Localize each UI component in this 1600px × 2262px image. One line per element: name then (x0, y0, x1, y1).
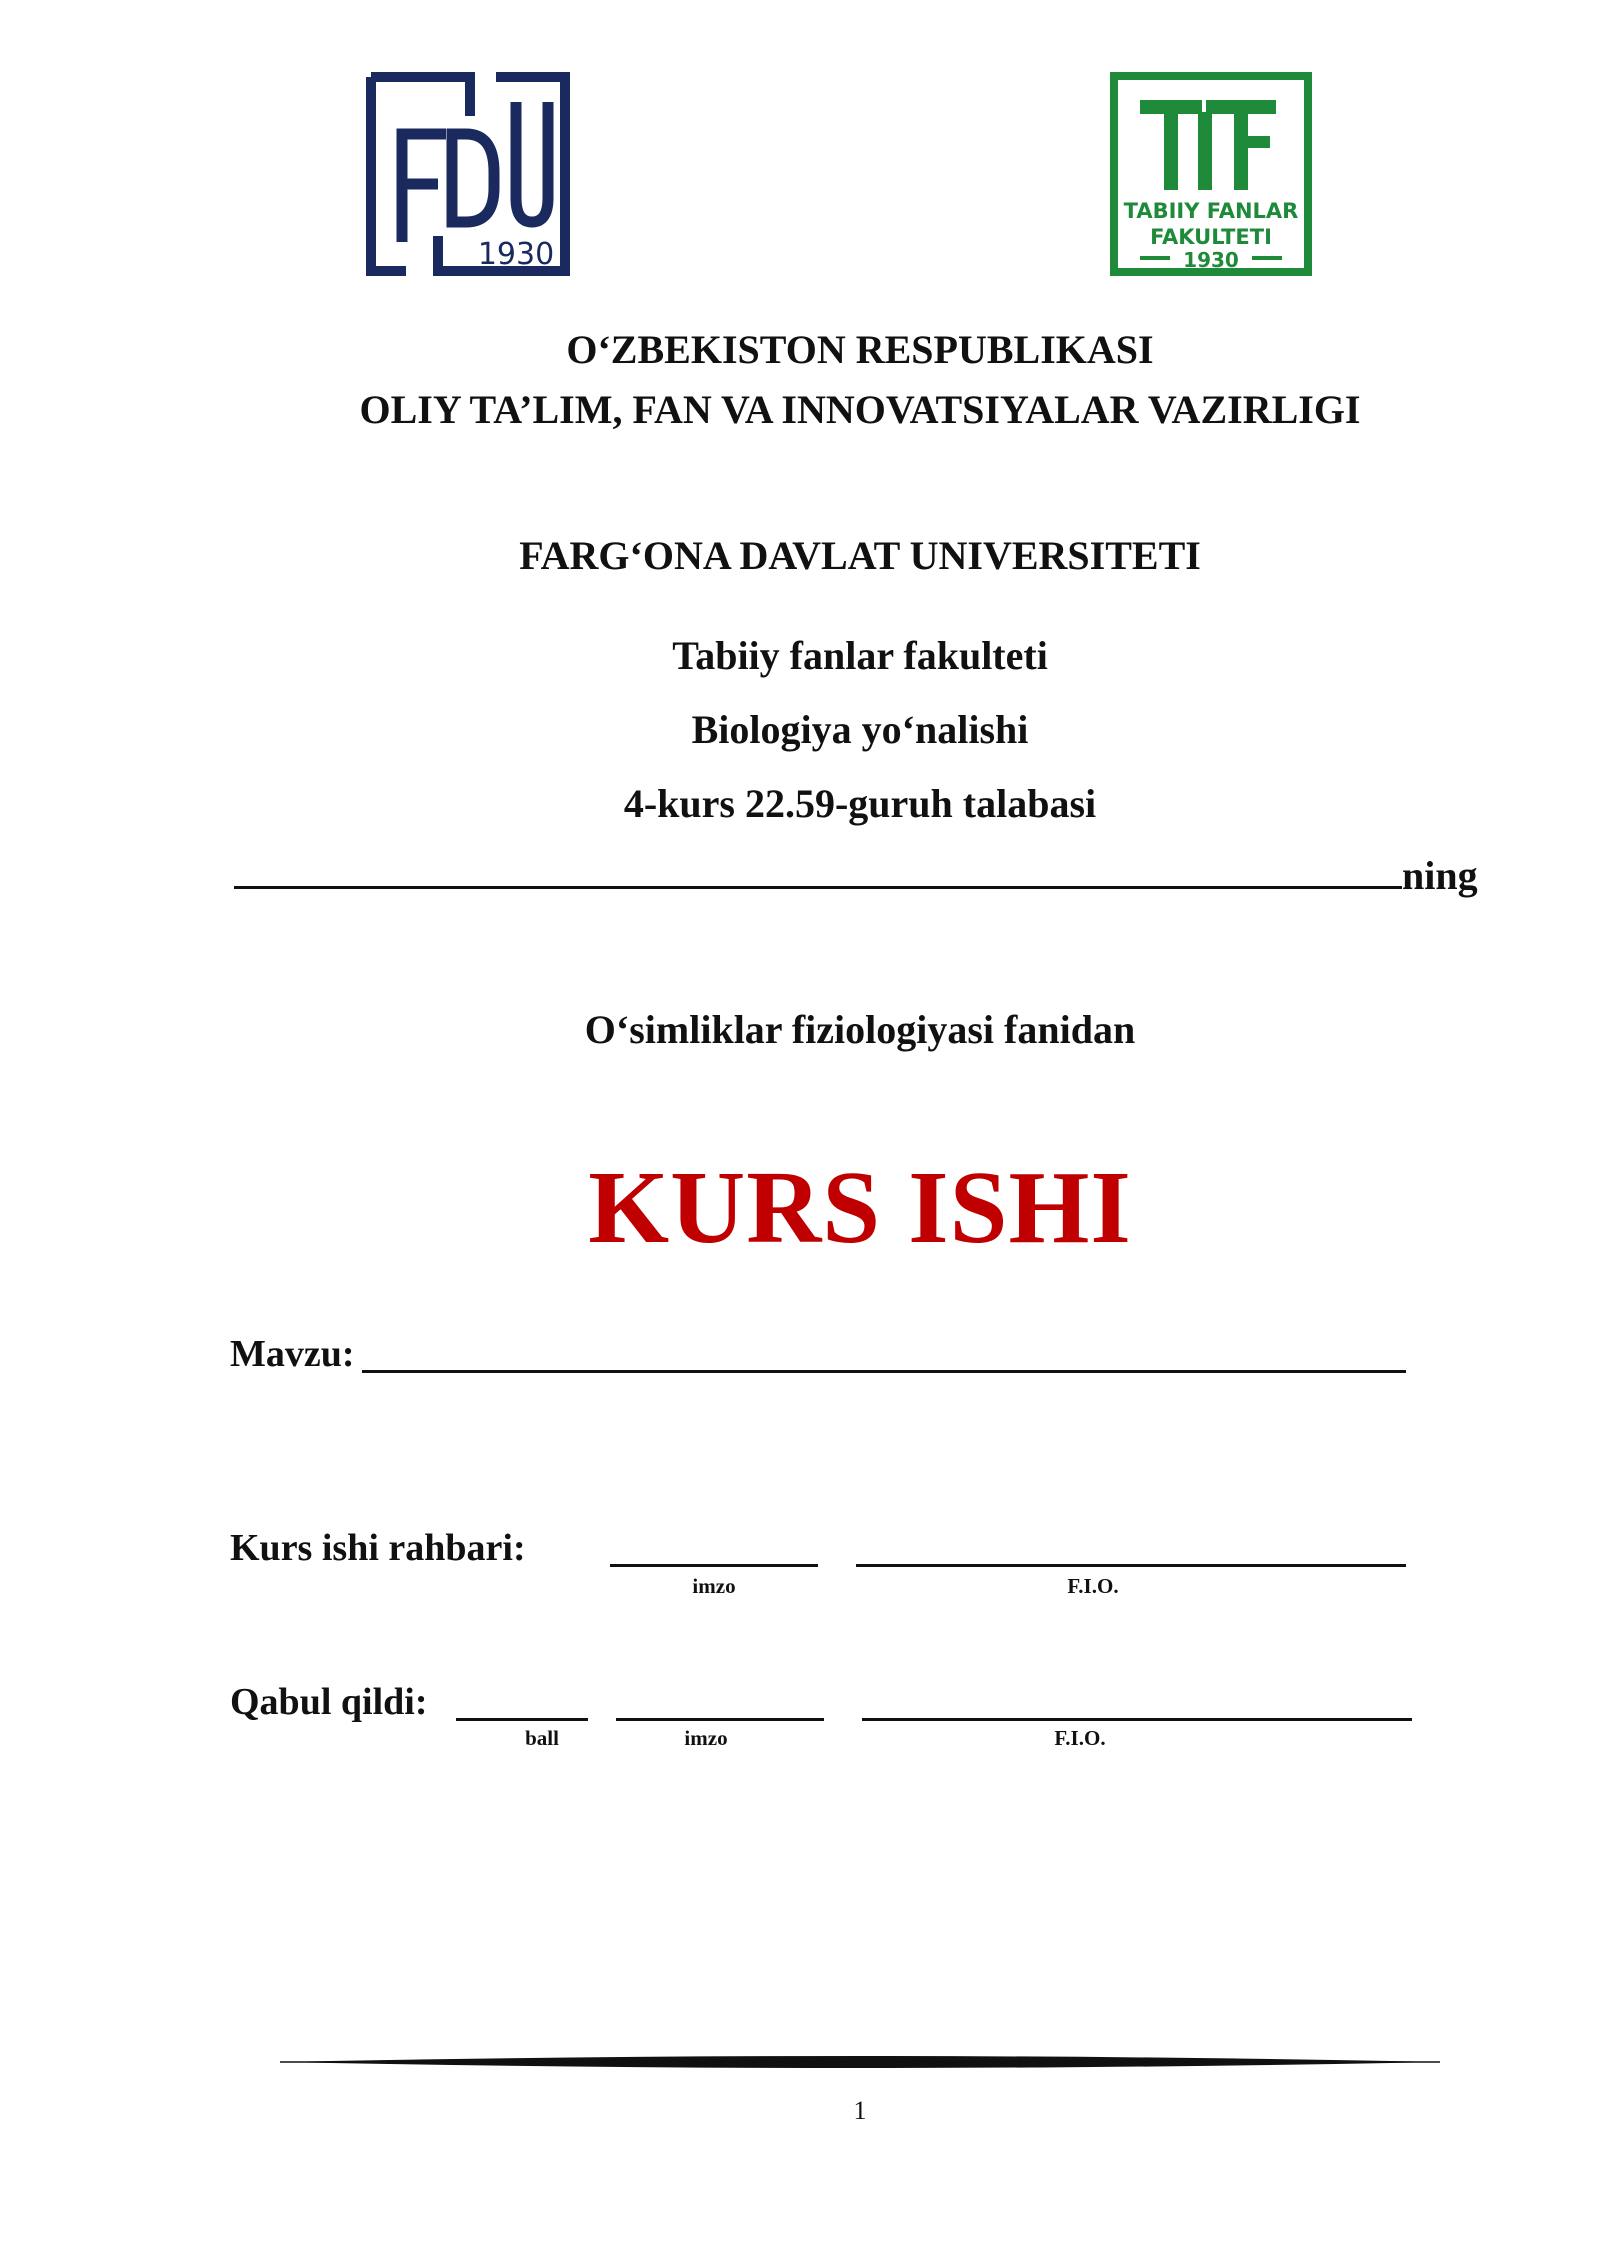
accepted-score-blank[interactable] (456, 1686, 588, 1721)
tff-logo-line1: TABIIY FANLAR (1123, 199, 1299, 223)
student-name-blank[interactable] (234, 852, 1402, 889)
student-name-line (234, 852, 1478, 899)
accepted-signature-caption: imzo (684, 1726, 728, 1750)
tff-logo (1110, 72, 1312, 276)
supervisor-name-blank[interactable] (856, 1532, 1406, 1567)
topic-label: Mavzu: (230, 1333, 355, 1375)
header-republic: O‘ZBEKISTON RESPUBLIKASI (566, 327, 1154, 372)
accepted-score-caption: ball (525, 1726, 559, 1750)
ning-suffix: ning (1402, 853, 1478, 898)
supervisor-signature-caption: imzo (692, 1574, 736, 1598)
tff-logo-line2: FAKULTETI (1150, 225, 1272, 249)
header-ministry: OLIY TA’LIM, FAN VA INNOVATSIYALAR VAZIRLIGI (359, 387, 1361, 432)
supervisor-signature-blank[interactable] (610, 1532, 818, 1567)
tff-logo-year: 1930 (1183, 248, 1239, 272)
fdu-logo-year: 1930 (477, 237, 555, 272)
fdu-logo (366, 72, 570, 276)
supervisor-name-caption: F.I.O. (1067, 1574, 1119, 1598)
document-title: KURS ISHI (588, 1150, 1132, 1265)
header-student: 4-kurs 22.59-guruh talabasi (623, 781, 1097, 826)
accepted-name-caption: F.I.O. (1054, 1726, 1106, 1750)
footer-divider (280, 2052, 1440, 2072)
accepted-signature-blank[interactable] (616, 1686, 824, 1721)
subject-line: O‘simliklar fiziologiyasi fanidan (584, 1007, 1136, 1052)
topic-blank[interactable] (362, 1338, 1406, 1373)
accepted-label: Qabul qildi: (230, 1681, 428, 1723)
header-university: FARG‘ONA DAVLAT UNIVERSITETI (519, 533, 1201, 578)
supervisor-label: Kurs ishi rahbari: (230, 1527, 526, 1569)
header-direction: Biologiya yo‘nalishi (691, 707, 1029, 752)
page-number: 1 (853, 2096, 867, 2125)
accepted-name-blank[interactable] (862, 1686, 1412, 1721)
header-faculty: Tabiiy fanlar fakulteti (672, 633, 1048, 678)
